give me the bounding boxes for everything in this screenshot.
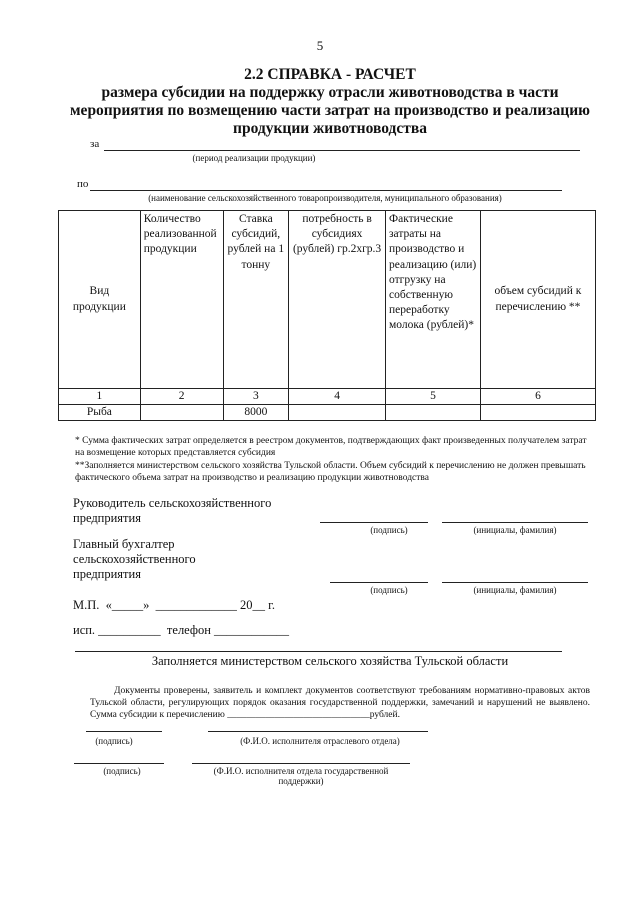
accountant-title xyxy=(73,537,196,582)
accountant-sign-line[interactable] xyxy=(330,582,428,583)
title-line-1: 2.2 СПРАВКА - РАСЧЕТ xyxy=(244,66,416,83)
header-actual-costs: Фактические затраты на производство и реализацию (или) отгрузку на собственную переработку молока (рублей)* xyxy=(386,211,481,389)
stamp-date-line[interactable]: М.П. «_____» _____________ 20__ г. xyxy=(73,598,275,612)
subsidy-table xyxy=(58,210,596,421)
ministry-name1-caption: (Ф.И.О. исполнителя отраслевого отдела) xyxy=(240,736,400,746)
ministry-sign2-caption: (подпись) xyxy=(103,766,141,776)
document-title xyxy=(60,66,600,138)
accountant-line-3: предприятия xyxy=(73,567,141,581)
head-line-1: Руководитель сельскохозяйственного xyxy=(73,496,272,510)
producer-line[interactable] xyxy=(90,190,562,191)
accountant-name-caption: (инициалы, фамилия) xyxy=(473,585,557,595)
header-quantity: Количество реализованной продукции xyxy=(140,211,223,389)
head-line-2: предприятия xyxy=(73,511,141,525)
col-number: 1 xyxy=(59,389,141,405)
head-name-caption: (инициалы, фамилия) xyxy=(473,525,557,535)
accountant-line-2: сельскохозяйственного xyxy=(73,552,196,566)
table-header-row xyxy=(59,211,596,389)
col-number: 4 xyxy=(289,389,386,405)
footnote-1: * Сумма фактических затрат определяется в реестром документов, подтверждающих факт произведенных получателем затрат на возмещение которых представляется субсидия xyxy=(75,436,587,458)
page-number: 5 xyxy=(316,38,324,53)
ministry-name2-line[interactable] xyxy=(192,763,410,764)
section-divider xyxy=(75,651,562,652)
col-number: 5 xyxy=(386,389,481,405)
title-line-2: размера субсидии на поддержку отрасли животноводства в части xyxy=(101,84,559,101)
col-number: 2 xyxy=(140,389,223,405)
ministry-heading: Заполняется министерством сельского хозяйства Тульской области xyxy=(151,654,509,668)
table-row xyxy=(59,405,596,421)
head-sign-caption: (подпись) xyxy=(370,525,408,535)
accountant-line-1: Главный бухгалтер xyxy=(73,537,175,551)
producer-prefix: по xyxy=(77,178,89,190)
head-sign-line[interactable] xyxy=(320,522,428,523)
ministry-sign1-line[interactable] xyxy=(86,731,162,732)
header-subsidy-volume: объем субсидий к перечислению ** xyxy=(480,211,595,389)
period-prefix: за xyxy=(90,138,100,150)
cell-actual-costs[interactable] xyxy=(386,405,481,421)
header-rate: Ставка субсидий, рублей на 1 тонну xyxy=(223,211,289,389)
ministry-name2-caption: (Ф.И.О. исполнителя отдела государственной поддержки) xyxy=(213,766,389,786)
period-caption: (период реализации продукции) xyxy=(192,153,316,163)
head-name-line[interactable] xyxy=(442,522,588,523)
col-number: 6 xyxy=(480,389,595,405)
head-title xyxy=(73,496,271,526)
title-line-3: мероприятия по возмещению части затрат на производство и реализацию xyxy=(70,102,590,119)
title-line-4: продукции животноводства xyxy=(233,120,427,137)
executor-phone-line[interactable]: исп. __________ телефон ____________ xyxy=(73,623,290,637)
cell-product[interactable]: Рыба xyxy=(59,405,141,421)
header-need: потребность в субсидиях (рублей) гр.2хгр.3 xyxy=(289,211,386,389)
producer-caption: (наименование сельскохозяйственного товаропроизводителя, муниципального образования) xyxy=(148,193,502,203)
table-number-row xyxy=(59,389,596,405)
col-number: 3 xyxy=(223,389,289,405)
accountant-name-line[interactable] xyxy=(442,582,588,583)
ministry-text: Документы проверены, заявитель и комплект документов соответствуют требованиям нормативно-правовых актов Тульской области, регулирующих порядок оказания государственной поддержки, замечаний и нарушений не выявлено. Сумма субсидии к перечислению ______________________________рублей. xyxy=(90,686,590,720)
ministry-sign2-line[interactable] xyxy=(74,763,164,764)
footnote-2: **Заполняется министерством сельского хозяйства Тульской области. Объем субсидий к перечислению не должен превышать фактического объема затрат на производство и реализацию продукции животноводства xyxy=(75,461,586,483)
period-line[interactable] xyxy=(104,150,580,151)
cell-quantity[interactable] xyxy=(140,405,223,421)
ministry-sign1-caption: (подпись) xyxy=(95,736,133,746)
ministry-name1-line[interactable] xyxy=(208,731,428,732)
accountant-sign-caption: (подпись) xyxy=(370,585,408,595)
cell-rate[interactable]: 8000 xyxy=(223,405,289,421)
cell-subsidy-volume[interactable] xyxy=(480,405,595,421)
header-product-type: Вид продукции xyxy=(59,211,141,389)
cell-need[interactable] xyxy=(289,405,386,421)
